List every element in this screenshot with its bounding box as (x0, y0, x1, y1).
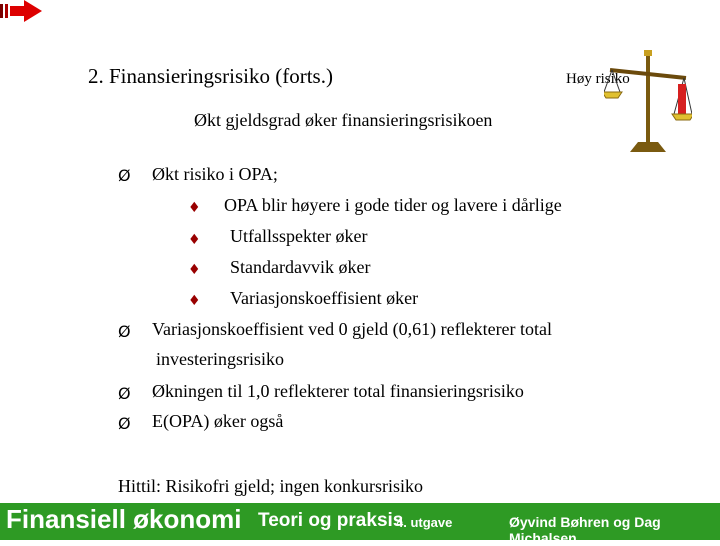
footer-brand: Finansiell økonomi (6, 504, 242, 534)
bullet-text: E(OPA) øker også (152, 411, 284, 431)
balance-scale-icon (604, 48, 692, 156)
bullet-text: Økningen til 1,0 reflekterer total finansieringsrisiko (152, 381, 524, 401)
bullet-text: Økt risiko i OPA; (152, 164, 278, 184)
diamond-bullet-icon: ♦ (188, 200, 201, 216)
high-risk-label: Høy risiko (566, 71, 630, 87)
footer-authors: Øyvind Bøhren og Dag Michalsen (509, 514, 661, 546)
intro-statement: Økt gjeldsgrad øker finansieringsrisikoen (194, 110, 493, 130)
slide-title: 2. Finansieringsrisiko (forts.) (88, 64, 333, 88)
subbullet-text: Variasjonskoeffisient øker (230, 288, 419, 308)
footer-subtitle: Teori og praksis (258, 510, 404, 531)
subbullet-text: Standardavvik øker (230, 257, 371, 277)
bullet-arrow-icon: Ø (118, 166, 131, 185)
subbullet-text: OPA blir høyere i gode tider og lavere i dårlige (224, 195, 562, 215)
subbullet-text: Utfallsspekter øker (230, 226, 368, 246)
diamond-bullet-icon: ♦ (188, 293, 201, 309)
bullet-text-continuation: investeringsrisiko (156, 349, 284, 369)
bullet-arrow-icon: Ø (118, 322, 131, 341)
diamond-bullet-icon: ♦ (188, 262, 201, 278)
diamond-bullet-icon: ♦ (188, 232, 201, 248)
bullet-arrow-icon: Ø (118, 384, 131, 403)
bullet-arrow-icon: Ø (118, 414, 131, 433)
right-arrow-icon (0, 0, 42, 22)
footer-edition: 4. utgave (396, 515, 453, 530)
footnote-text: Hittil: Risikofri gjeld; ingen konkursrisiko (118, 476, 423, 496)
bullet-text: Variasjonskoeffisient ved 0 gjeld (0,61) reflekterer total (152, 319, 553, 339)
